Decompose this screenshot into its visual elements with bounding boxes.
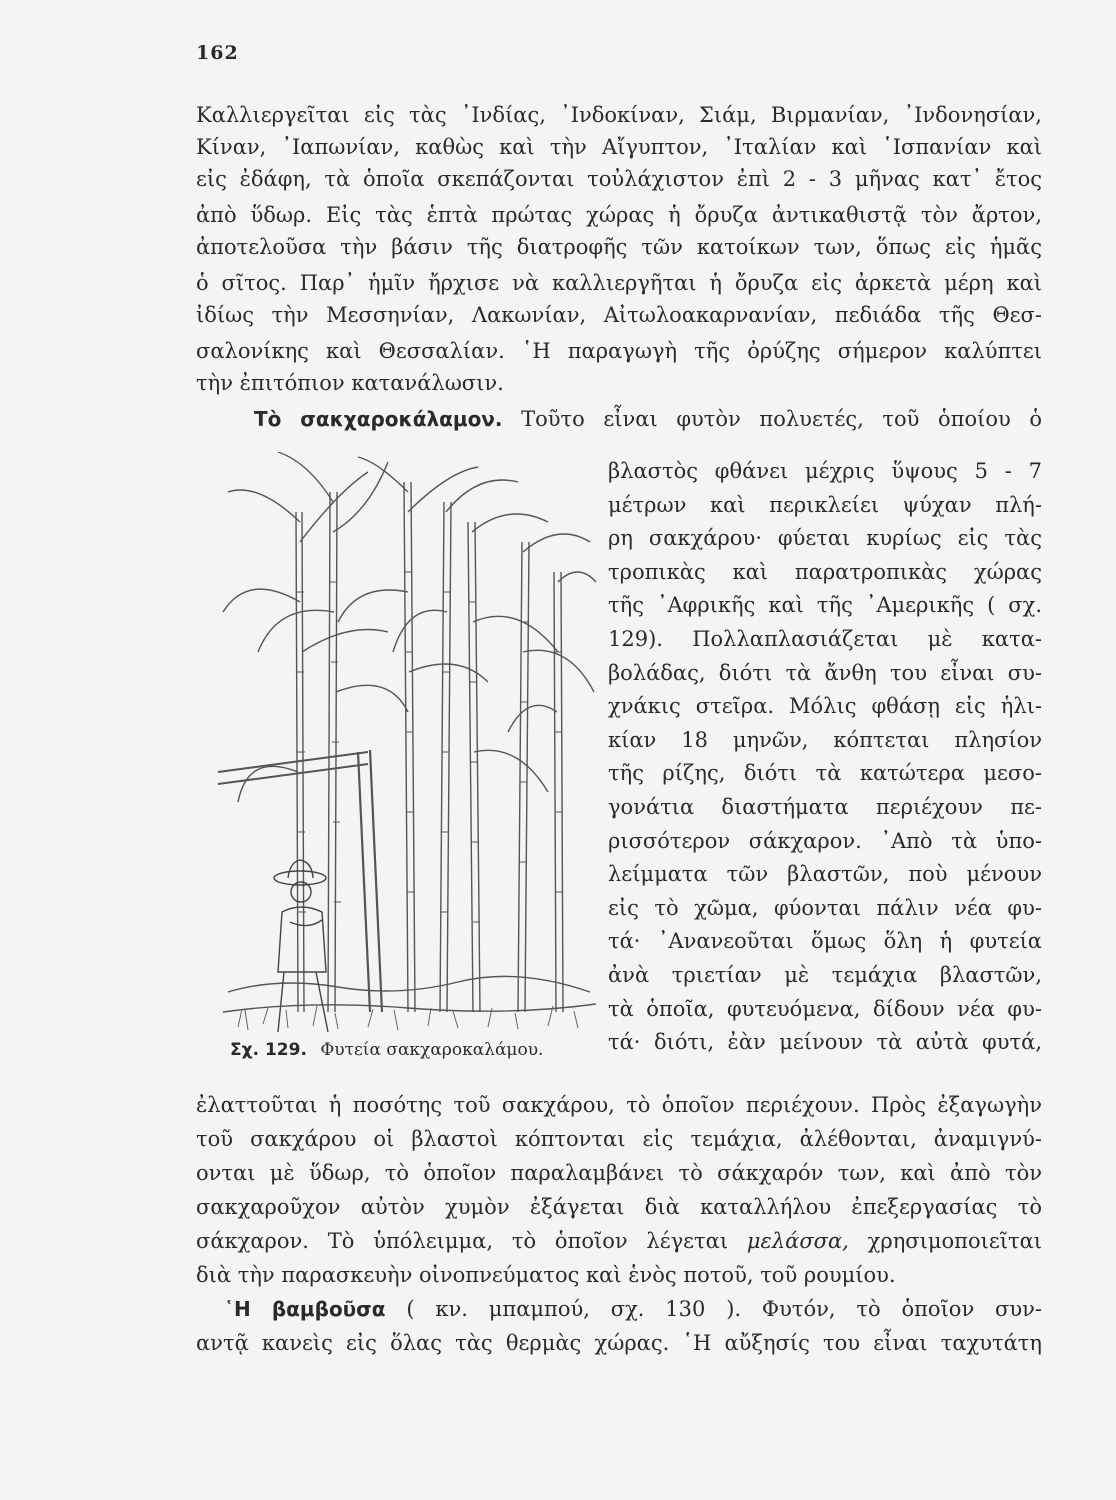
text-line: μέτρων καὶ περικλείει ψύχαν πλή- bbox=[608, 492, 1042, 517]
text-line: βολάδας, διότι τὰ ἄνθη του εἶναι συ- bbox=[608, 660, 1042, 685]
sugarcane-plantation-illustration bbox=[218, 452, 600, 1036]
text-run: σάκχαρον. Τὸ ὑπόλειμμα, τὸ ὁποῖον λέγεται bbox=[196, 1229, 729, 1253]
italic-term-molasses: μελάσσα, bbox=[746, 1229, 849, 1253]
text-line: 129). Πολλαπλασιάζεται μὲ κατα- bbox=[608, 627, 1042, 651]
text-line: τροπικὰς καὶ παρατροπικὰς χώρας bbox=[608, 559, 1042, 584]
text-line bbox=[224, 1294, 1042, 1324]
text-line: τὰ ὁποῖα, φυτευόμενα, δίδουν νέα φυ- bbox=[608, 996, 1042, 1021]
text-line: τοῦ σακχάρου οἱ βλαστοὶ κόπτονται εἰς τεμάχια, ἀλέθονται, ἀναμιγνύ- bbox=[196, 1127, 1042, 1151]
text-line: ἀποτελοῦσα τὴν βάσιν τῆς διατροφῆς τῶν κατοίκων των, ὅπως εἰς ἡμᾶς bbox=[196, 235, 1042, 259]
text-line: τά· διότι, ἐὰν μείνουν τὰ αὐτὰ φυτά, bbox=[608, 1030, 1042, 1055]
text-line: εἰς ἐδάφη, τὰ ὁποῖα σκεπάζονται τοὐλάχιστον ἐπὶ 2 - 3 μῆνας κατ᾿ ἔτος bbox=[196, 167, 1042, 191]
figure-caption bbox=[230, 1040, 543, 1060]
text-line: ἰδίως τὴν Μεσσηνίαν, Λακωνίαν, Αἰτωλοακαρνανίαν, πεδιάδα τῆς Θεσ- bbox=[196, 303, 1042, 327]
text-line: ἀπὸ ὕδωρ. Εἰς τὰς ἑπτὰ πρώτας χώρας ἡ ὄρυζα ἀντικαθιστᾷ τὸν ἄρτον, bbox=[196, 203, 1042, 227]
figure-caption-text: Φυτεία σακχαροκαλάμου. bbox=[320, 1040, 544, 1060]
page-number: 162 bbox=[196, 42, 239, 64]
text-line: ἀνὰ τριετίαν μὲ τεμάχια βλαστῶν, bbox=[608, 963, 1042, 987]
text-line: τά· ᾿Ανανεοῦται ὅμως ὅλη ἡ φυτεία bbox=[608, 929, 1042, 954]
text-run: ( κν. μπαμπού, σχ. 130 ). Φυτόν, τὸ ὁποῖον συν- bbox=[406, 1297, 1043, 1321]
text-line: τῆς ᾿Αφρικῆς καὶ τῆς ᾿Αμερικῆς ( σχ. bbox=[608, 593, 1042, 618]
text-line: ονται μὲ ὕδωρ, τὸ ὁποῖον παραλαμβάνει τὸ σάκχαρόν των, καὶ ἀπὸ τὸν bbox=[196, 1161, 1042, 1185]
text-line: τὴν ἐπιτόπιον κατανάλωσιν. bbox=[196, 371, 504, 395]
text-line: αντᾷ κανεὶς εἰς ὅλας τὰς θερμὰς χώρας. ῾Η αὔξησίς του εἶναι ταχυτάτη bbox=[196, 1331, 1042, 1355]
text-line: ὁ σῖτος. Παρ᾿ ἡμῖν ἤρχισε νὰ καλλιεργῆται ἡ ὄρυζα εἰς ἀρκετὰ μέρη καὶ bbox=[196, 271, 1042, 295]
text-line: ἐλαττοῦται ἡ ποσότης τοῦ σακχάρου, τὸ ὁποῖον περιέχουν. Πρὸς ἐξαγωγὴν bbox=[196, 1093, 1042, 1117]
text-line: Κίναν, ᾿Ιαπωνίαν, καθὼς καὶ τὴν Αἴγυπτον, ᾿Ιταλίαν καὶ ῾Ισπανίαν καὶ bbox=[196, 135, 1042, 159]
text-line: τῆς ρίζης, διότι τὰ κατώτερα μεσο- bbox=[608, 761, 1042, 786]
text-line: γονάτια διαστήματα περιέχουν πε- bbox=[608, 795, 1042, 819]
section-heading-bamboo: ῾Η βαμβοῦσα bbox=[224, 1297, 386, 1321]
text-line: χνάκις στεῖρα. Μόλις φθάσῃ εἰς ἡλι- bbox=[608, 694, 1042, 719]
text-line: εἰς τὸ χῶμα, φύονται πάλιν νέα φυ- bbox=[608, 895, 1042, 920]
text-run: Τοῦτο εἶναι φυτὸν πολυετές, τοῦ ὁποίου ὁ bbox=[521, 407, 1042, 431]
text-run: χρησιμοποιεῖται bbox=[867, 1229, 1042, 1253]
figure-label: Σχ. 129. bbox=[230, 1040, 307, 1060]
section-heading-sugarcane: Τὸ σακχαροκάλαμον. bbox=[254, 407, 503, 431]
text-line: ρη σακχάρου· φύεται κυρίως εἰς τὰς bbox=[608, 526, 1042, 551]
text-line bbox=[196, 1226, 1042, 1256]
text-line: Καλλιεργεῖται εἰς τὰς ᾿Ινδίας, ᾿Ινδοκίναν, Σιάμ, Βιρμανίαν, ᾿Ινδονησίαν, bbox=[196, 103, 1042, 127]
text-line: κίαν 18 μηνῶν, κόπτεται πλησίον bbox=[608, 727, 1042, 752]
text-line: λείμματα τῶν βλαστῶν, ποὺ μένουν bbox=[608, 862, 1042, 887]
text-line: ρισσότερον σάκχαρον. ᾿Απὸ τὰ ὑπο- bbox=[608, 828, 1042, 853]
text-line bbox=[254, 404, 1042, 434]
text-line: σαλονίκης καὶ Θεσσαλίαν. ῾Η παραγωγὴ τῆς ὀρύζης σήμερον καλύπτει bbox=[196, 339, 1042, 363]
text-line: βλαστὸς φθάνει μέχρις ὕψους 5 - 7 bbox=[608, 459, 1042, 483]
text-line: διὰ τὴν παρασκευὴν οἰνοπνεύματος καὶ ἑνὸς ποτοῦ, τοῦ ρουμίου. bbox=[196, 1263, 896, 1287]
text-line: σακχαροῦχον αὐτὸν χυμὸν ἐξάγεται διὰ καταλλήλου ἐπεξεργασίας τὸ bbox=[196, 1195, 1042, 1219]
